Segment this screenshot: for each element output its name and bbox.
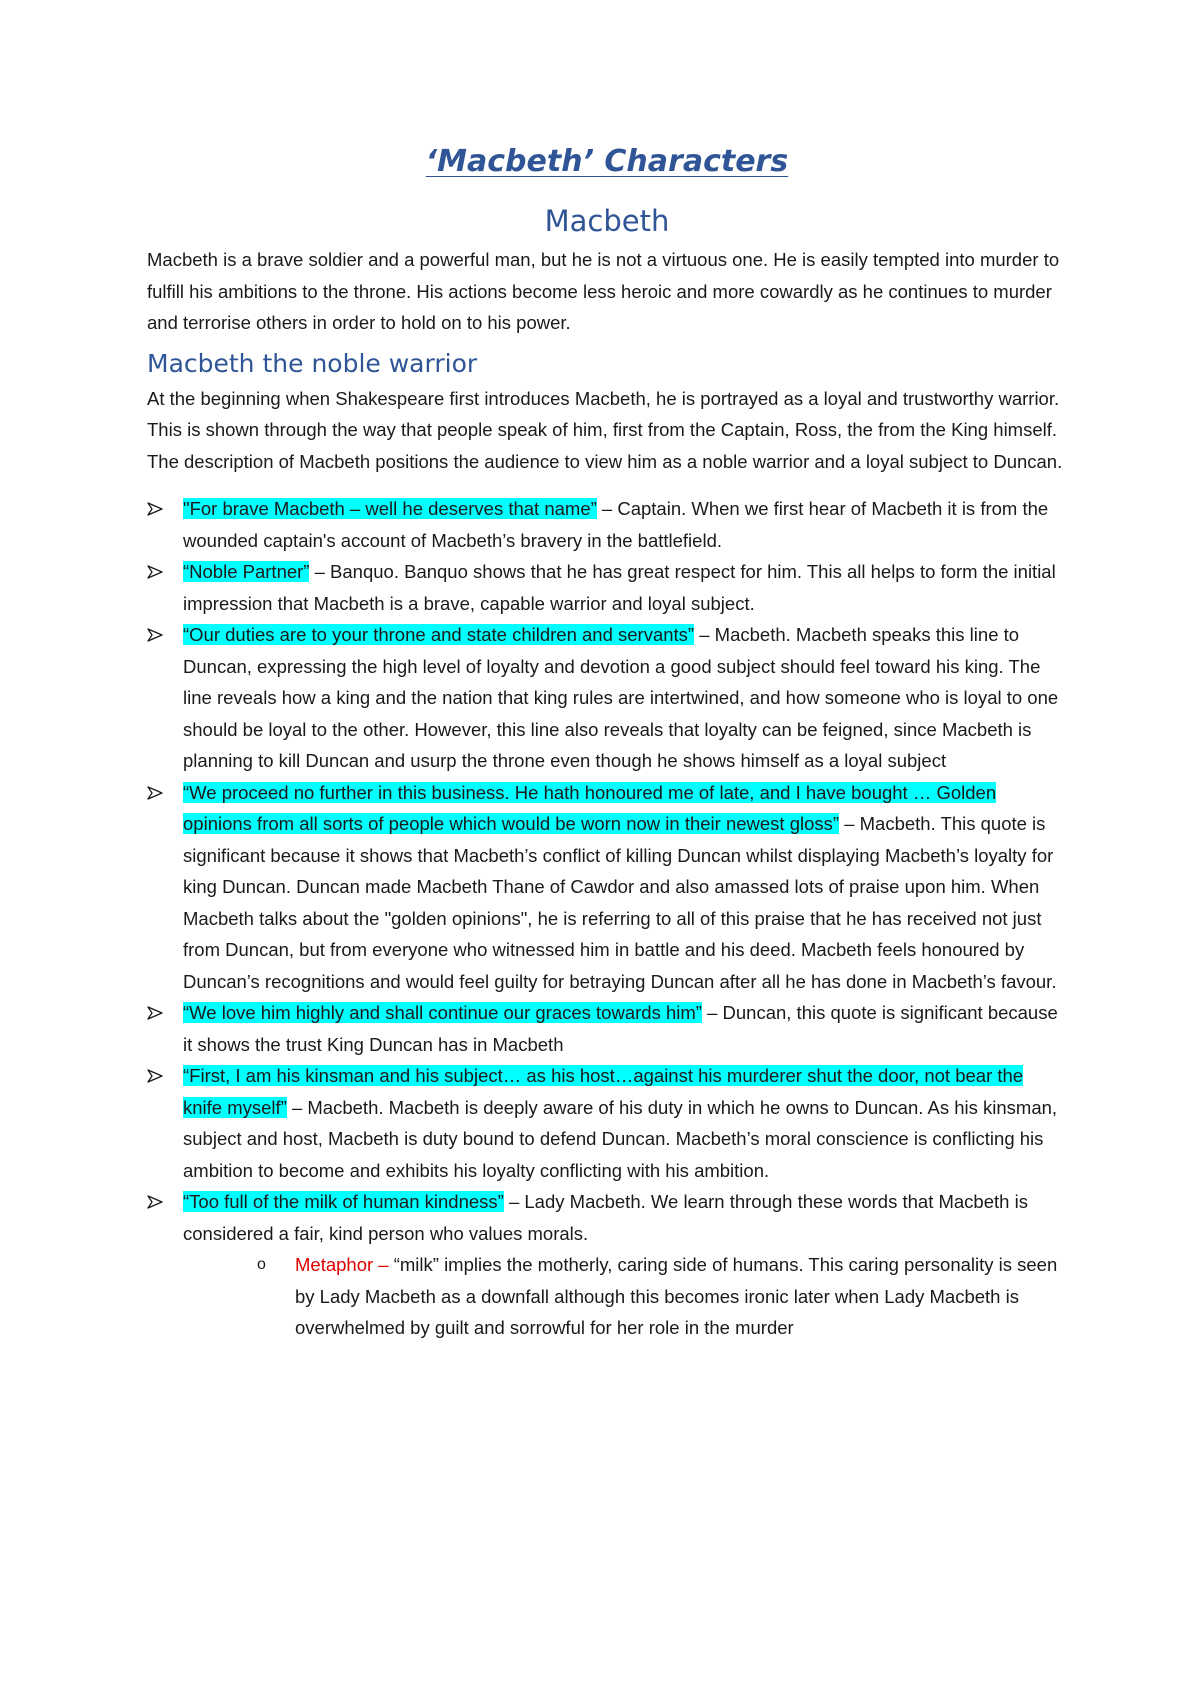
arrow-bullet-icon xyxy=(147,619,167,651)
quote-item xyxy=(147,1060,1067,1186)
arrow-bullet-icon xyxy=(147,1186,167,1218)
section-title: Macbeth xyxy=(544,204,670,238)
quote-explanation: – Macbeth. This quote is significant because it shows that Macbeth’s conflict of killing Duncan whilst displaying Macbeth’s loyalty for king Duncan. Duncan made Macbeth Thane of Cawdor and also amassed lots of praise upon him. When Macbeth talks about the "golden opinions", he is referring to all of this praise that he has received not just from Duncan, but from everyone who witnessed him in battle and his deed. Macbeth feels honoured by Duncan’s recognitions and would feel guilty for betraying Duncan after all he has done in Macbeth’s favour. xyxy=(183,813,1057,992)
quote-item xyxy=(147,619,1067,777)
document-page xyxy=(147,140,1067,1344)
highlighted-quote: “Too full of the milk of human kindness” xyxy=(183,1191,504,1212)
quote-item xyxy=(147,777,1067,998)
highlighted-quote: “First, I am his kinsman and his subject… as his host…against his murderer shut the door, not bear the knife myself” xyxy=(183,1065,1024,1118)
arrow-bullet-icon xyxy=(147,777,167,809)
quote-explanation: – Banquo. Banquo shows that he has great respect for him. This all helps to form the initial impression that Macbeth is a brave, capable warrior and loyal subject. xyxy=(183,561,1056,614)
arrow-bullet-icon xyxy=(147,556,167,588)
highlighted-quote: “We love him highly and shall continue our graces towards him” xyxy=(183,1002,702,1023)
quote-explanation: – Captain. When we first hear of Macbeth it is from the wounded captain's account of Macbeth’s bravery in the battlefield. xyxy=(183,498,1049,551)
quote-explanation: – Duncan, this quote is significant because it shows the trust King Duncan has in Macbeth xyxy=(183,1002,1058,1055)
quote-explanation: – Macbeth. Macbeth speaks this line to Duncan, expressing the high level of loyalty and devotion a good subject should feel toward his king. The line reveals how a king and the nation that king rules are intertwined, and how someone who is loyal to one should be loyal to the other. However, this line also reveals that loyalty can be feigned, since Macbeth is planning to kill Duncan and usurp the throne even though he shows himself as a loyal subject xyxy=(183,624,1059,771)
intro-paragraph: Macbeth is a brave soldier and a powerful man, but he is not a virtuous one. He is easily tempted into murder to fulfill his ambitions to the throne. His actions become less heroic and more cowardly as he continues to murder and terrorise others in order to hold on to his power. xyxy=(147,249,1060,333)
arrow-bullet-icon xyxy=(147,1060,167,1092)
highlighted-quote: "For brave Macbeth – well he deserves that name” xyxy=(183,498,597,519)
quote-explanation: – Lady Macbeth. We learn through these words that Macbeth is considered a fair, kind person who values morals. xyxy=(183,1191,1028,1244)
quote-item xyxy=(147,1186,1067,1344)
sub-point-item xyxy=(257,1249,1067,1344)
quote-item xyxy=(147,493,1067,556)
sub-point-list xyxy=(183,1249,1067,1344)
arrow-bullet-icon xyxy=(147,997,167,1029)
quote-item xyxy=(147,997,1067,1060)
warrior-paragraph: At the beginning when Shakespeare first introduces Macbeth, he is portrayed as a loyal and trustworthy warrior. This is shown through the way that people speak of him, first from the Captain, Ross, the from the King himself. The description of Macbeth positions the audience to view him as a noble warrior and a loyal subject to Duncan. xyxy=(147,387,1063,472)
highlighted-quote: “Noble Partner” xyxy=(183,561,310,582)
arrow-bullet-icon xyxy=(147,493,167,525)
subheading: Macbeth the noble warrior xyxy=(147,348,478,378)
highlighted-quote: “Our duties are to your throne and state children and servants” xyxy=(183,624,695,645)
quote-explanation: – Macbeth. Macbeth is deeply aware of his duty in which he owns to Duncan. As his kinsman, subject and host, Macbeth is duty bound to defend Duncan. Macbeth’s moral conscience is conflicting his ambition to become and exhibits his loyalty conflicting with his ambition. xyxy=(183,1096,1058,1181)
highlighted-quote: “We proceed no further in this business. He hath honoured me of late, and I have bought … Golden opinions from all sorts of people which would be worn now in their newest gloss” xyxy=(183,781,997,834)
quote-item xyxy=(147,556,1067,619)
sub-point-text: “milk” implies the motherly, caring side of humans. This caring personality is seen by Lady Macbeth as a downfall although this becomes ironic later when Lady Macbeth is overwhelmed by guilt and sorrowful for her role in the murder xyxy=(295,1254,1058,1338)
metaphor-label: Metaphor – xyxy=(295,1254,394,1275)
circle-bullet-icon: o xyxy=(257,1256,266,1273)
document-title: ‘Macbeth’ Characters xyxy=(425,144,789,179)
quote-list xyxy=(147,493,1067,1344)
